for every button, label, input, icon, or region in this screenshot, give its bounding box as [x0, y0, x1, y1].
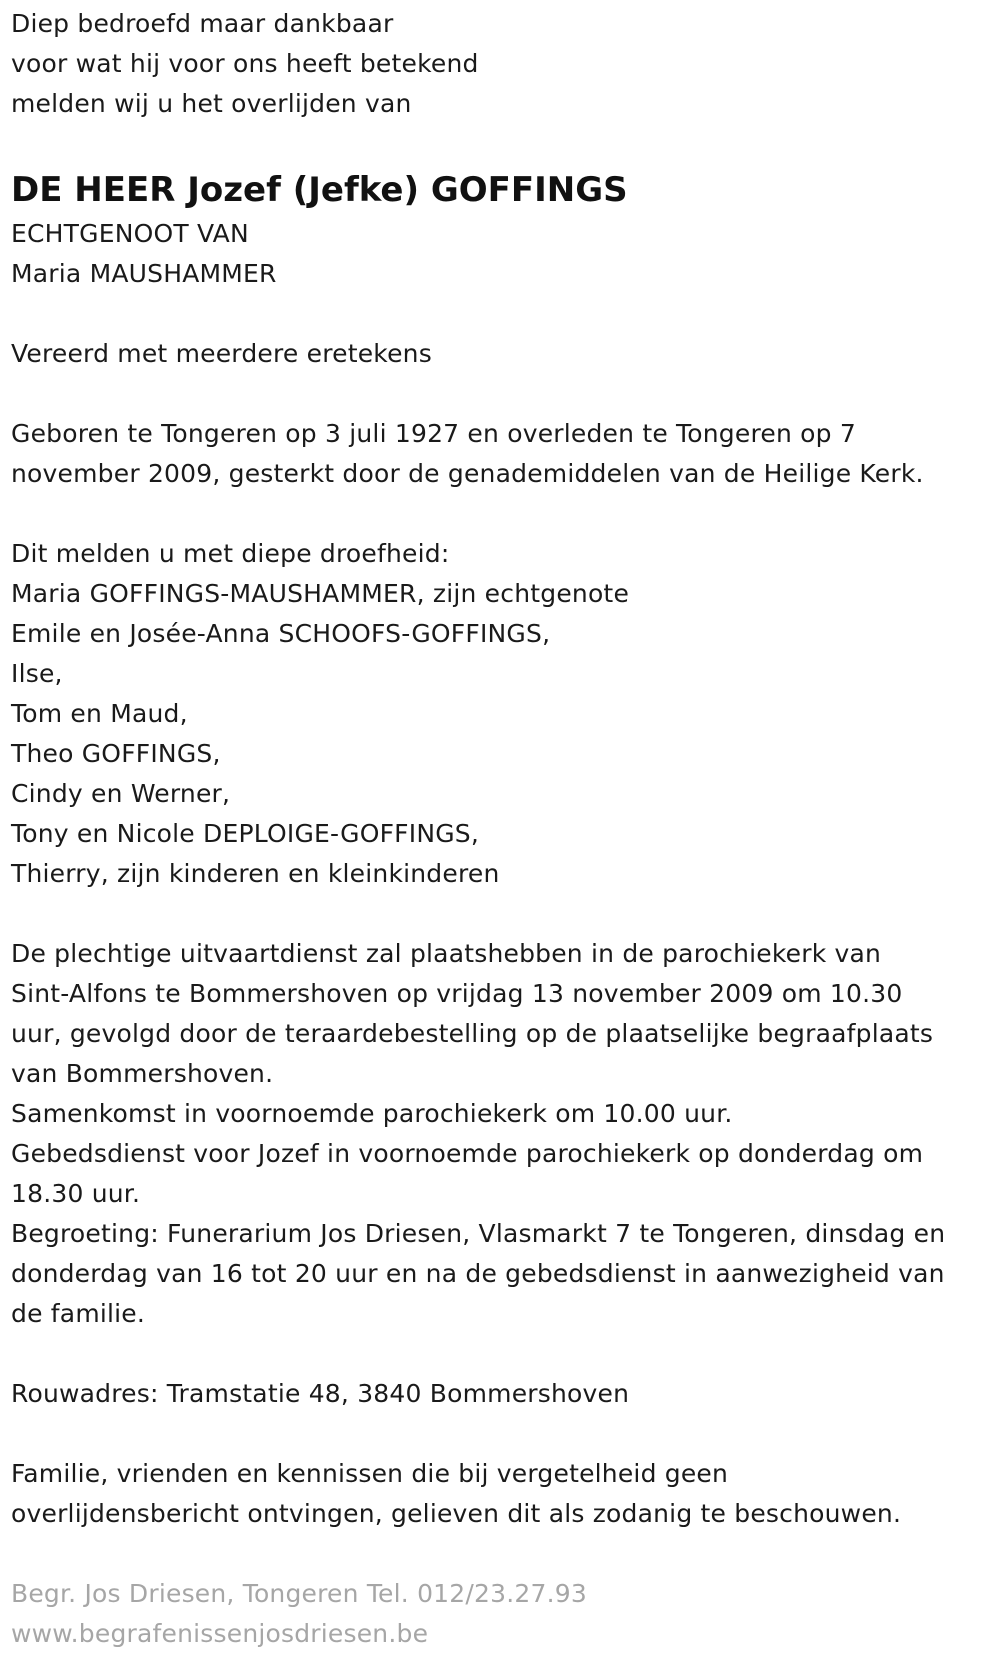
spouse-name: Maria MAUSHAMMER: [11, 259, 277, 288]
ceremony-line: de familie.: [11, 1299, 146, 1328]
ceremony-line: van Bommershoven.: [11, 1059, 274, 1088]
funeral-home-contact: Begr. Jos Driesen, Tongeren Tel. 012/23.27.93: [11, 1579, 587, 1608]
deceased-section: [11, 166, 991, 294]
mourning-address: Rouwadres: Tramstatie 48, 3840 Bommershoven: [11, 1379, 630, 1408]
ceremony-section: [11, 934, 991, 1334]
ceremony-line: donderdag van 16 tot 20 uur en na de gebedsdienst in aanwezigheid van: [11, 1259, 945, 1288]
ceremony-line: Begroeting: Funerarium Jos Driesen, Vlasmarkt 7 te Tongeren, dinsdag en: [11, 1219, 946, 1248]
footer: [11, 1574, 991, 1654]
obituary-document: [11, 4, 991, 1654]
ceremony-line: uur, gevolgd door de teraardebestelling op de plaatselijke begraafplaats: [11, 1019, 934, 1048]
funeral-home-website: www.begrafenissenjosdriesen.be: [11, 1619, 429, 1648]
birth-death-line: november 2009, gesterkt door de genademiddelen van de Heilige Kerk.: [11, 459, 924, 488]
birth-death-section: [11, 414, 991, 494]
family-member: Tony en Nicole DEPLOIGE-GOFFINGS,: [11, 819, 480, 848]
ceremony-line: Sint-Alfons te Bommershoven op vrijdag 13 november 2009 om 10.30: [11, 979, 903, 1008]
ceremony-line: Gebedsdienst voor Jozef in voornoemde parochiekerk op donderdag om: [11, 1139, 924, 1168]
family-member: Theo GOFFINGS,: [11, 739, 221, 768]
honors-text: Vereerd met meerdere eretekens: [11, 339, 432, 368]
family-heading: Dit melden u met diepe droefheid:: [11, 539, 450, 568]
family-member: Tom en Maud,: [11, 699, 188, 728]
family-member: Ilse,: [11, 659, 63, 688]
family-section: [11, 534, 991, 894]
notice-line: overlijdensbericht ontvingen, gelieven dit als zodanig te beschouwen.: [11, 1499, 902, 1528]
intro-line: Diep bedroefd maar dankbaar: [11, 9, 394, 38]
relation-label: ECHTGENOOT VAN: [11, 219, 249, 248]
family-member: Thierry, zijn kinderen en kleinkinderen: [11, 859, 500, 888]
family-member: Cindy en Werner,: [11, 779, 231, 808]
birth-death-line: Geboren te Tongeren op 3 juli 1927 en overleden te Tongeren op 7: [11, 419, 856, 448]
intro-section: [11, 4, 991, 124]
family-member: Emile en Josée-Anna SCHOOFS-GOFFINGS,: [11, 619, 551, 648]
notice-line: Familie, vrienden en kennissen die bij vergetelheid geen: [11, 1459, 729, 1488]
ceremony-line: 18.30 uur.: [11, 1179, 141, 1208]
family-member: Maria GOFFINGS-MAUSHAMMER, zijn echtgenote: [11, 579, 630, 608]
ceremony-line: De plechtige uitvaartdienst zal plaatshebben in de parochiekerk van: [11, 939, 882, 968]
deceased-name: DE HEER Jozef (Jefke) GOFFINGS: [11, 170, 628, 210]
intro-line: melden wij u het overlijden van: [11, 89, 412, 118]
notice-section: [11, 1454, 991, 1534]
intro-line: voor wat hij voor ons heeft betekend: [11, 49, 479, 78]
ceremony-line: Samenkomst in voornoemde parochiekerk om 10.00 uur.: [11, 1099, 733, 1128]
